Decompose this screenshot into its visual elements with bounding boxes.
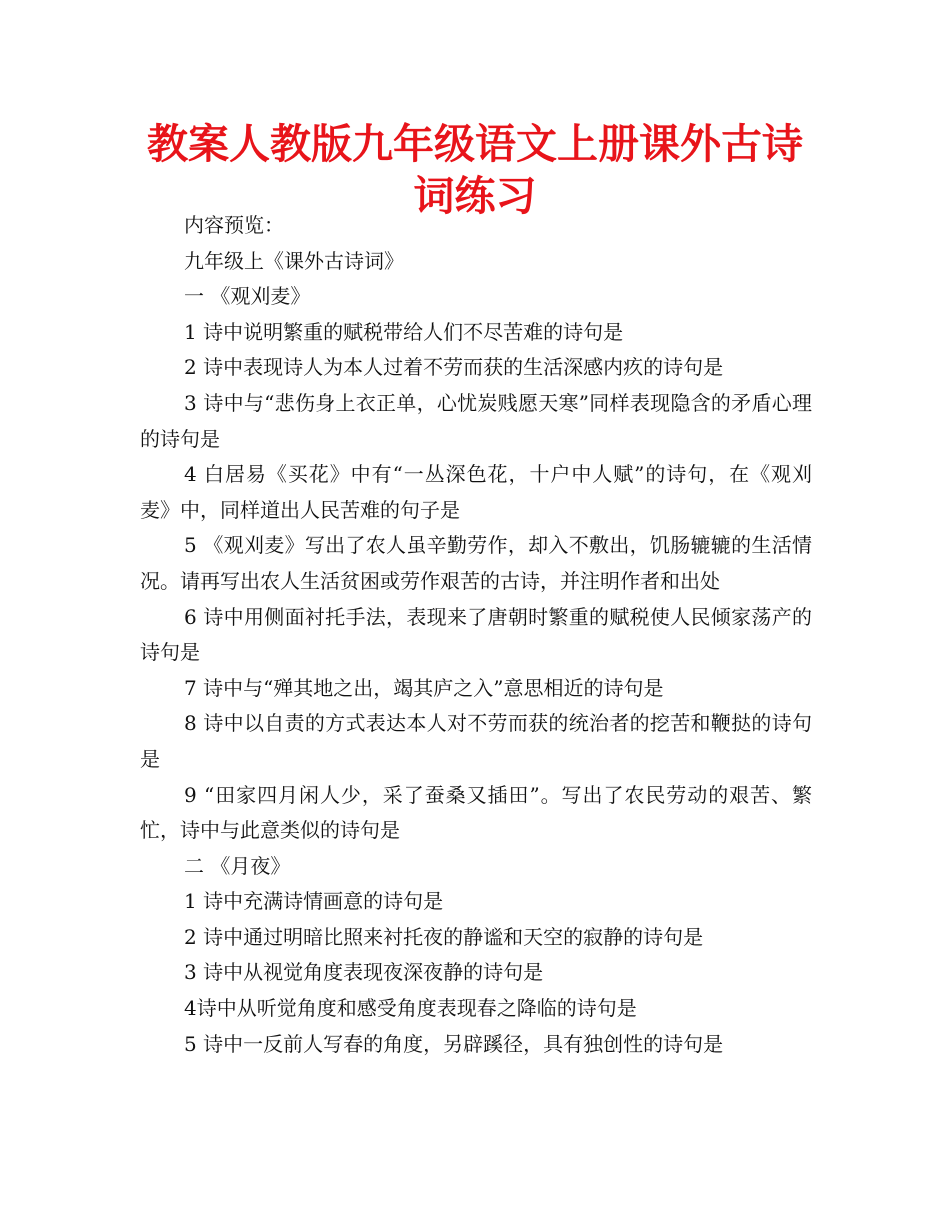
question-item: 9 “田家四月闲人少，采了蚕桑又插田”。写出了农民劳动的艰苦、繁忙，诗中与此意类似的诗句是 — [140, 782, 812, 843]
question-item: 5 诗中一反前人写春的角度，另辟蹊径，具有独创性的诗句是 — [184, 1031, 724, 1056]
question-item: 3 诗中从视觉角度表现夜深夜静的诗句是 — [184, 960, 544, 985]
document-title: 教案人教版九年级语文上册课外古诗词练习 — [147, 120, 803, 220]
question-item: 8 诗中以自责的方式表达本人对不劳而获的统治者的挖苦和鞭挞的诗句是 — [140, 711, 812, 771]
question-item: 4 白居易《买花》中有“一丛深色花，十户中人赋”的诗句，在《观刈麦》中，同样道出人民苦难的句子是 — [140, 462, 812, 522]
question-item: 7 诗中与“殚其地之出，竭其庐之入”意思相近的诗句是 — [184, 675, 664, 700]
section-heading-yueye: 二 《月夜》 — [184, 853, 291, 878]
question-item: 1 诗中充满诗情画意的诗句是 — [184, 889, 444, 914]
preview-label: 内容预览： — [184, 213, 284, 237]
question-item: 6 诗中用侧面衬托手法，表现来了唐朝时繁重的赋税使人民倾家荡产的诗句是 — [140, 604, 812, 665]
document-body — [140, 208, 812, 1062]
question-item: 1 诗中说明繁重的赋税带给人们不尽苦难的诗句是 — [184, 319, 624, 344]
question-item: 4诗中从听觉角度和感受角度表现春之降临的诗句是 — [184, 996, 637, 1021]
question-item: 2 诗中通过明暗比照来衬托夜的静谧和天空的寂静的诗句是 — [184, 924, 704, 949]
question-item: 5 《观刈麦》写出了农人虽辛勤劳作，却入不敷出，饥肠辘辘的生活情况。请再写出农人生活贫困或劳作艰苦的古诗，并注明作者和出处 — [140, 533, 812, 593]
question-item: 2 诗中表现诗人为本人过着不劳而获的生活深感内疚的诗句是 — [184, 355, 724, 380]
section-heading-guanyimai: 一 《观刈麦》 — [184, 284, 311, 309]
question-item: 3 诗中与“悲伤身上衣正单，心忧炭贱愿天寒”同样表现隐含的矛盾心理的诗句是 — [140, 390, 812, 451]
unit-heading: 九年级上《课外古诗词》 — [184, 248, 404, 273]
